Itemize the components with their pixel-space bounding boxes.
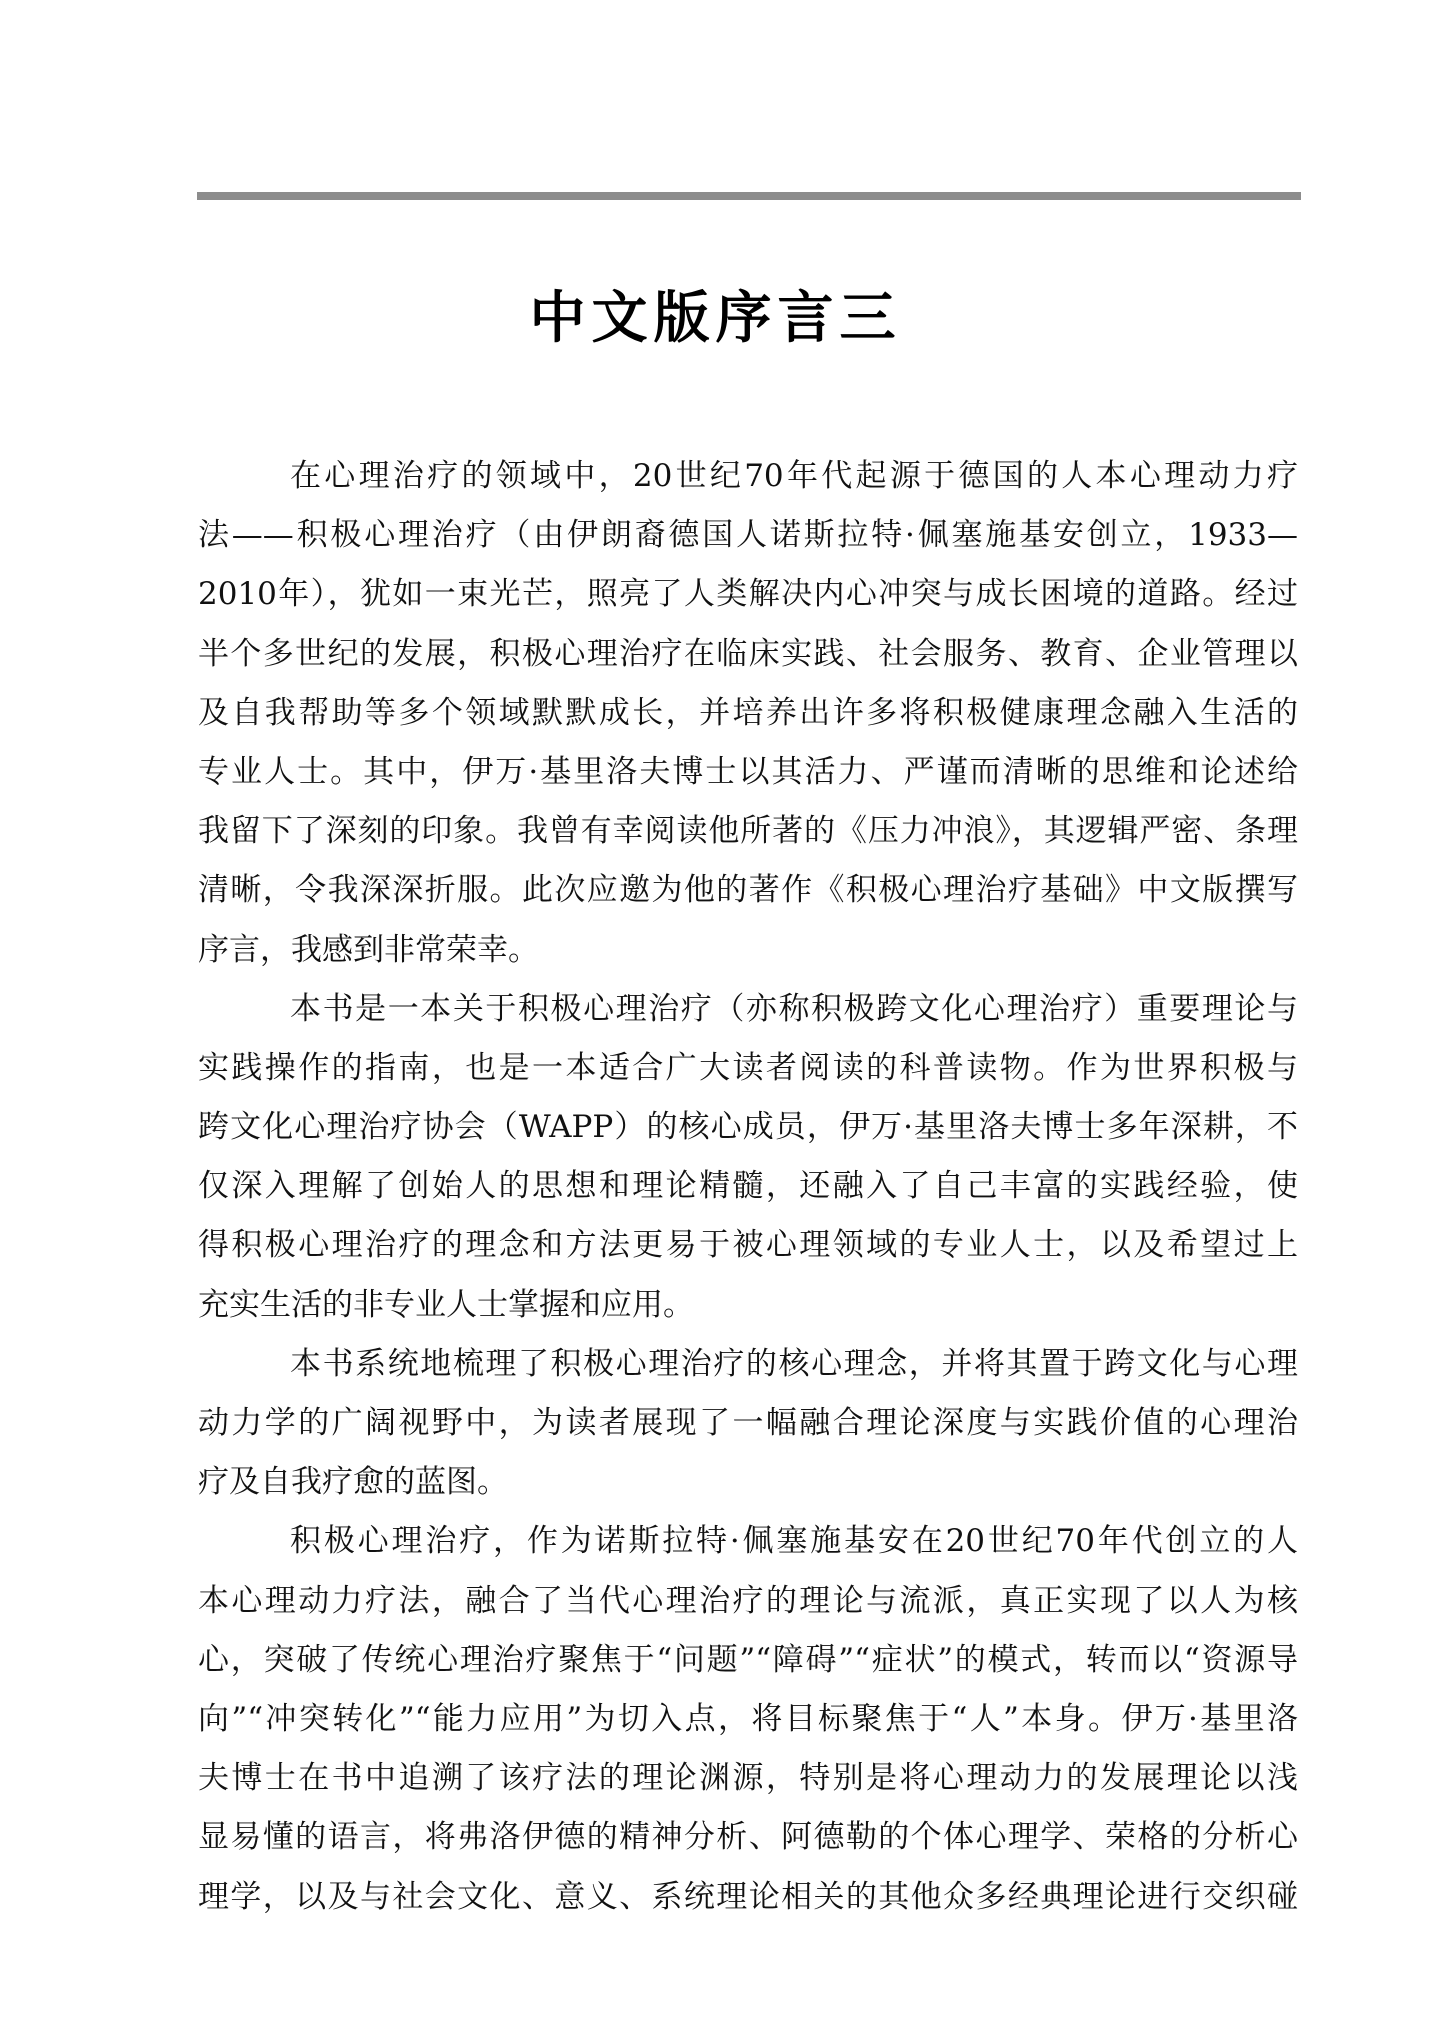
header-rule xyxy=(197,192,1301,200)
paragraph xyxy=(198,1512,1298,1926)
text-line: 积极心理治疗，作为诺斯拉特·佩塞施基安在20世纪70年代创立的人 xyxy=(290,1523,1298,1560)
text-line: 序言，我感到非常荣幸。 xyxy=(198,931,539,968)
text-line: 实践操作的指南，也是一本适合广大读者阅读的科普读物。作为世界积极与 xyxy=(198,1049,1298,1086)
text-line: 本心理动力疗法，融合了当代心理治疗的理论与流派，真正实现了以人为核 xyxy=(198,1582,1298,1619)
page-title: 中文版序言三 xyxy=(529,286,902,351)
text-line: 动力学的广阔视野中，为读者展现了一幅融合理论深度与实践价值的心理治 xyxy=(198,1405,1298,1441)
text-line: 夫博士在书中追溯了该疗法的理论渊源，特别是将心理动力的发展理论以浅 xyxy=(198,1760,1298,1797)
text-line: 跨文化心理治疗协会（WAPP）的核心成员，伊万·基里洛夫博士多年深耕，不 xyxy=(198,1109,1298,1146)
text-line: 半个多世纪的发展，积极心理治疗在临床实践、社会服务、教育、企业管理以 xyxy=(198,635,1298,672)
text-line: 心，突破了传统心理治疗聚焦于“问题”“障碍”“症状”的模式，转而以“资源导 xyxy=(198,1641,1298,1678)
text-line: 充实生活的非专业人士掌握和应用。 xyxy=(198,1286,694,1323)
text-line: 法——积极心理治疗（由伊朗裔德国人诺斯拉特·佩塞施基安创立，1933— xyxy=(198,517,1298,554)
text-line: 仅深入理解了创始人的思想和理论精髓，还融入了自己丰富的实践经验，使 xyxy=(198,1168,1298,1205)
text-line: 及自我帮助等多个领域默默成长，并培养出许多将积极健康理念融入生活的 xyxy=(198,694,1298,731)
body-text xyxy=(198,447,1298,1927)
text-line: 本书系统地梳理了积极心理治疗的核心理念，并将其置于跨文化与心理 xyxy=(290,1345,1298,1382)
text-line: 在心理治疗的领域中，20世纪70年代起源于德国的人本心理动力疗 xyxy=(290,458,1298,494)
text-line: 清晰，令我深深折服。此次应邀为他的著作《积极心理治疗基础》中文版撰写 xyxy=(198,872,1298,909)
text-line: 2010年），犹如一束光芒，照亮了人类解决内心冲突与成长困境的道路。经过 xyxy=(198,576,1298,613)
paragraph xyxy=(198,980,1298,1335)
text-line: 本书是一本关于积极心理治疗（亦称积极跨文化心理治疗）重要理论与 xyxy=(290,990,1298,1027)
text-line: 得积极心理治疗的理念和方法更易于被心理领域的专业人士，以及希望过上 xyxy=(198,1227,1298,1264)
text-line: 显易懂的语言，将弗洛伊德的精神分析、阿德勒的个体心理学、荣格的分析心 xyxy=(198,1819,1298,1856)
paragraph xyxy=(198,447,1298,980)
text-line: 我留下了深刻的印象。我曾有幸阅读他所著的《压力冲浪》，其逻辑严密、条理 xyxy=(198,813,1298,850)
text-line: 向”“冲突转化”“能力应用”为切入点，将目标聚焦于“人”本身。伊万·基里洛 xyxy=(198,1700,1298,1737)
text-line: 理学，以及与社会文化、意义、系统理论相关的其他众多经典理论进行交织碰 xyxy=(198,1878,1298,1915)
text-line: 专业人士。其中，伊万·基里洛夫博士以其活力、严谨而清晰的思维和论述给 xyxy=(198,753,1298,790)
paragraph xyxy=(198,1335,1298,1513)
text-line: 疗及自我疗愈的蓝图。 xyxy=(198,1464,508,1501)
